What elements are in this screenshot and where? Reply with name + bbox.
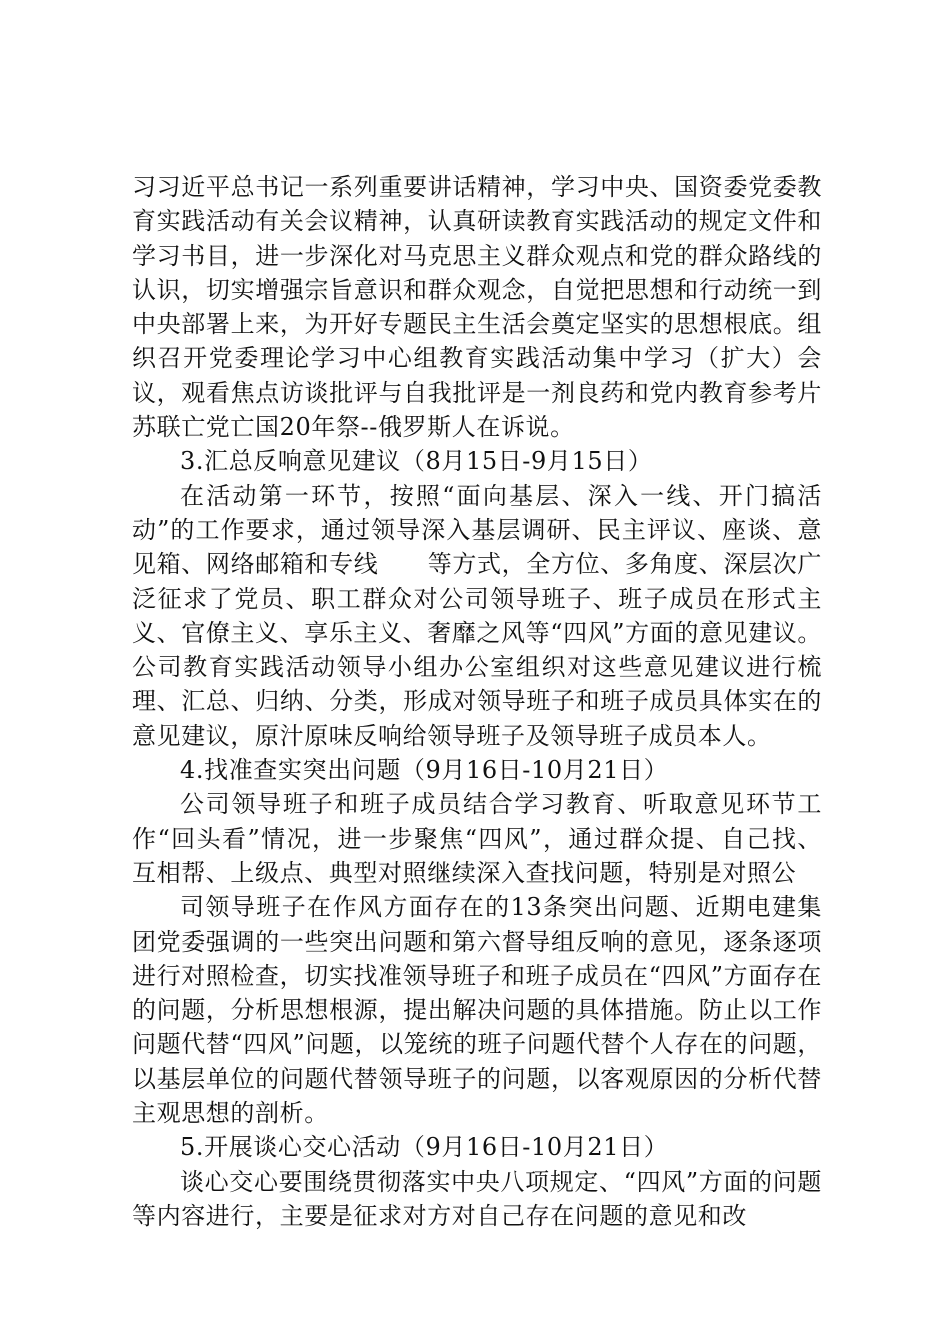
paragraph-study-summary: 习习近平总书记一系列重要讲话精神，学习中央、国资委党委教育实践活动有关会议精神，认真研读教育实践活动的规定文件和学习书目，进一步深化对马克思主义群众观点和党的群众路线的认识，切实增强宗旨意识和群众观念，自觉把思想和行动统一到中央部署上来，为开好专题民主生活会奠定坚实的思想根底。组织召开党委理论学习中心组教育实践活动集中学习（扩大）会议，观看焦点访谈批评与自我批评是一剂良药和党内教育参考片苏联亡党亡国20年祭--俄罗斯人在诉说。	[132, 173, 822, 442]
heading-identify-problems: 4.找准查实突出问题（9月16日-10月21日）	[180, 756, 669, 785]
paragraph-identify-problems-continued: 司领导班子在作风方面存在的13条突出问题、近期电建集团党委强调的一些突出问题和第六督导组反响的意见，逐条逐项进行对照检查，切实找准领导班子和班子成员在“四风”方面存在的问题，分析思想根源，提出解决问题的具体措施。防止以工作问题代替“四风”问题，以笼统的班子问题代替个人存在的问题，以基层单位的问题代替领导班子的问题，以客观原因的分析代替主观思想的剖析。	[132, 893, 822, 1128]
paragraph-identify-problems: 公司领导班子和班子成员结合学习教育、听取意见环节工作“回头看”情况，进一步聚焦“四风”，通过群众提、自己找、互相帮、上级点、典型对照继续深入查找问题，特别是对照公	[132, 790, 822, 887]
heading-heart-to-heart-talks: 5.开展谈心交心活动（9月16日-10月21日）	[180, 1133, 669, 1162]
paragraph-collect-feedback: 在活动第一环节，按照“面向基层、深入一线、开门搞活动”的工作要求，通过领导深入基层调研、民主评议、座谈、意见箱、网络邮箱和专线 等方式，全方位、多角度、深层次广泛征求了党员、职工群众对公司领导班子、班子成员在形式主义、官僚主义、享乐主义、奢靡之风等“四风”方面的意见建议。公司教育实践活动领导小组办公室组织对这些意见建议进行梳理、汇总、归纳、分类，形成对领导班子和班子成员具体实在的意见建议，原汁原味反响给领导班子及领导班子成员本人。	[132, 481, 822, 750]
paragraph-heart-to-heart-talks: 谈心交心要围绕贯彻落实中央八项规定、“四风”方面的问题等内容进行，主要是征求对方对自己存在问题的意见和改	[132, 1167, 822, 1230]
document-body	[132, 170, 822, 1233]
heading-collect-feedback: 3.汇总反响意见建议（8月15日-9月15日）	[180, 447, 653, 476]
